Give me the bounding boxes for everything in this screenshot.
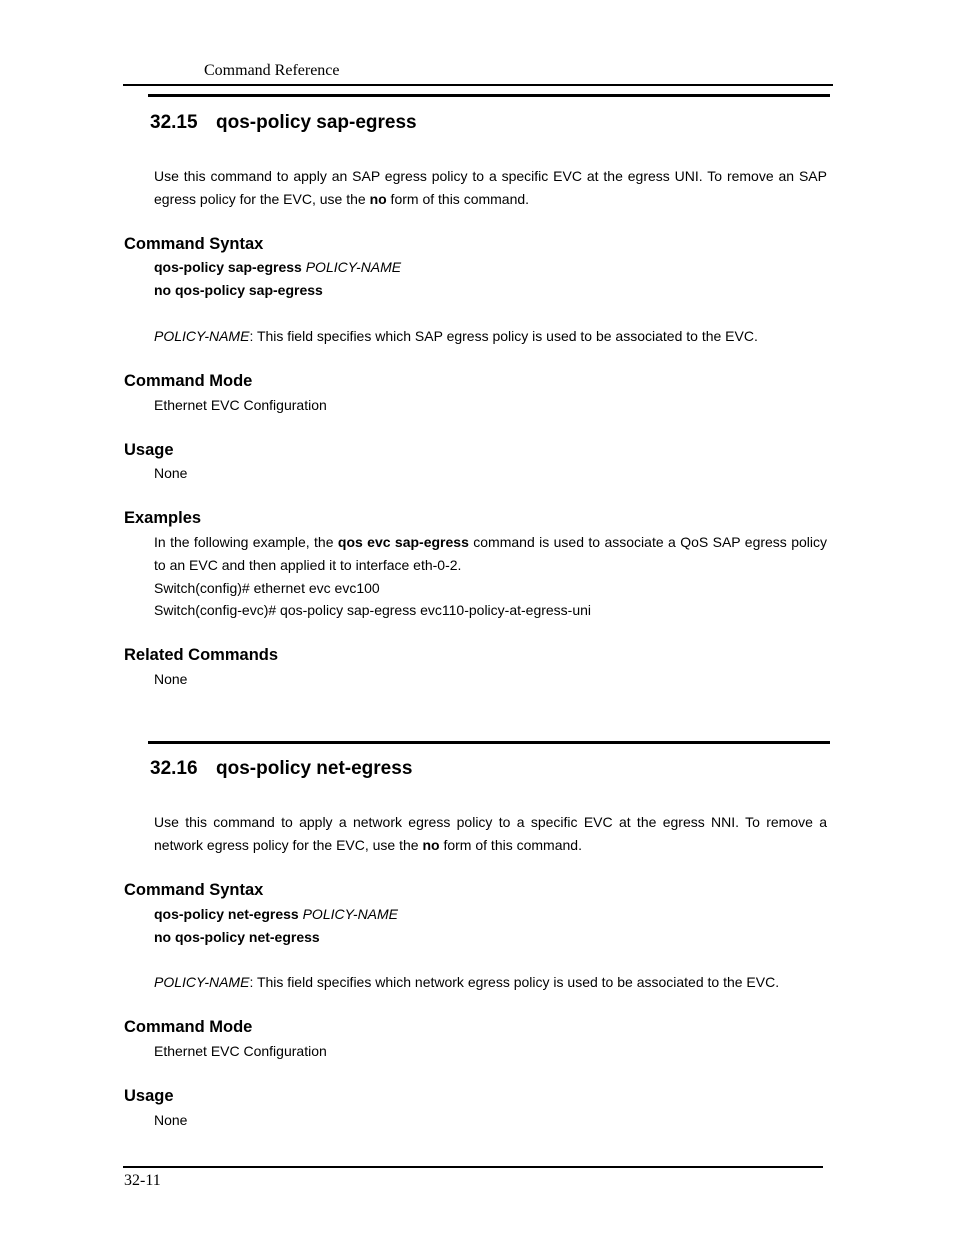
syntax-no-command [154, 279, 323, 302]
description-text: Use this command to apply an SAP egress policy to a specific EVC at the egress UNI. To remove an SAP egress policy for the EVC, use the [154, 168, 827, 207]
section-rule-32-16 [148, 741, 830, 744]
section-title-32-15 [150, 112, 417, 134]
example-line: Switch(config)# ethernet evc evc100 [154, 580, 380, 596]
examples-text-end: command is used to associate a QoS SAP egress policy to an EVC and then applied it to interface eth-0-2. [154, 534, 827, 573]
parameter-text: : This field specifies which network egress policy is used to be associated to the EVC. [249, 974, 780, 990]
description-keyword: no [369, 191, 387, 207]
section-title-text: qos-policy sap-egress [216, 112, 417, 133]
section-number: 32.15 [150, 112, 198, 133]
section-description [154, 165, 827, 211]
section-description [154, 811, 827, 857]
footer-rule [123, 1166, 823, 1168]
usage-value: None [154, 1112, 188, 1128]
parameter-description [154, 325, 758, 348]
syntax-command [154, 256, 401, 279]
examples-keyword: qos evc sap-egress [337, 534, 469, 550]
examples-text: In the following example, the [154, 534, 338, 550]
syntax-command-name: qos-policy net-egress [154, 906, 299, 922]
syntax-command [154, 903, 398, 926]
command-mode-heading: Command Mode [124, 1018, 253, 1036]
related-commands-heading: Related Commands [124, 646, 279, 664]
parameter-text: : This field specifies which SAP egress policy is used to be associated to the EVC. [249, 328, 758, 344]
section-rule-32-15 [148, 94, 830, 97]
syntax-no-command-text: no qos-policy net-egress [154, 929, 320, 945]
description-text-end: form of this command. [386, 191, 530, 207]
description-text-end: form of this command. [439, 837, 582, 853]
command-mode-value: Ethernet EVC Configuration [154, 1043, 327, 1059]
command-mode-value: Ethernet EVC Configuration [154, 397, 327, 413]
usage-value: None [154, 465, 188, 481]
syntax-command-param: POLICY-NAME [298, 906, 399, 922]
syntax-command-name: qos-policy sap-egress [154, 259, 302, 275]
related-commands-value: None [154, 671, 188, 687]
command-mode-heading: Command Mode [124, 372, 253, 390]
header-rule [123, 84, 833, 86]
command-syntax-heading: Command Syntax [124, 235, 264, 253]
parameter-name: POLICY-NAME [154, 328, 250, 344]
section-title-32-16 [150, 758, 412, 780]
usage-heading: Usage [124, 1087, 174, 1105]
syntax-command-param: POLICY-NAME [301, 259, 402, 275]
page-number: 32-11 [124, 1172, 161, 1189]
section-number: 32.16 [150, 758, 198, 779]
description-keyword: no [422, 837, 440, 853]
description-text: Use this command to apply a network egress policy to a specific EVC at the egress NNI. To remove a network egress policy for the EVC, use the [154, 814, 827, 853]
parameter-name: POLICY-NAME [154, 974, 250, 990]
example-line: Switch(config-evc)# qos-policy sap-egress evc110-policy-at-egress-uni [154, 602, 592, 618]
command-syntax-heading: Command Syntax [124, 881, 264, 899]
usage-heading: Usage [124, 441, 174, 459]
syntax-no-command [154, 926, 320, 949]
running-header: Command Reference [204, 62, 340, 79]
syntax-no-command-text: no qos-policy sap-egress [154, 282, 323, 298]
examples-heading: Examples [124, 509, 202, 527]
section-title-text: qos-policy net-egress [216, 758, 413, 779]
parameter-description [154, 971, 779, 994]
examples-description [154, 531, 827, 577]
